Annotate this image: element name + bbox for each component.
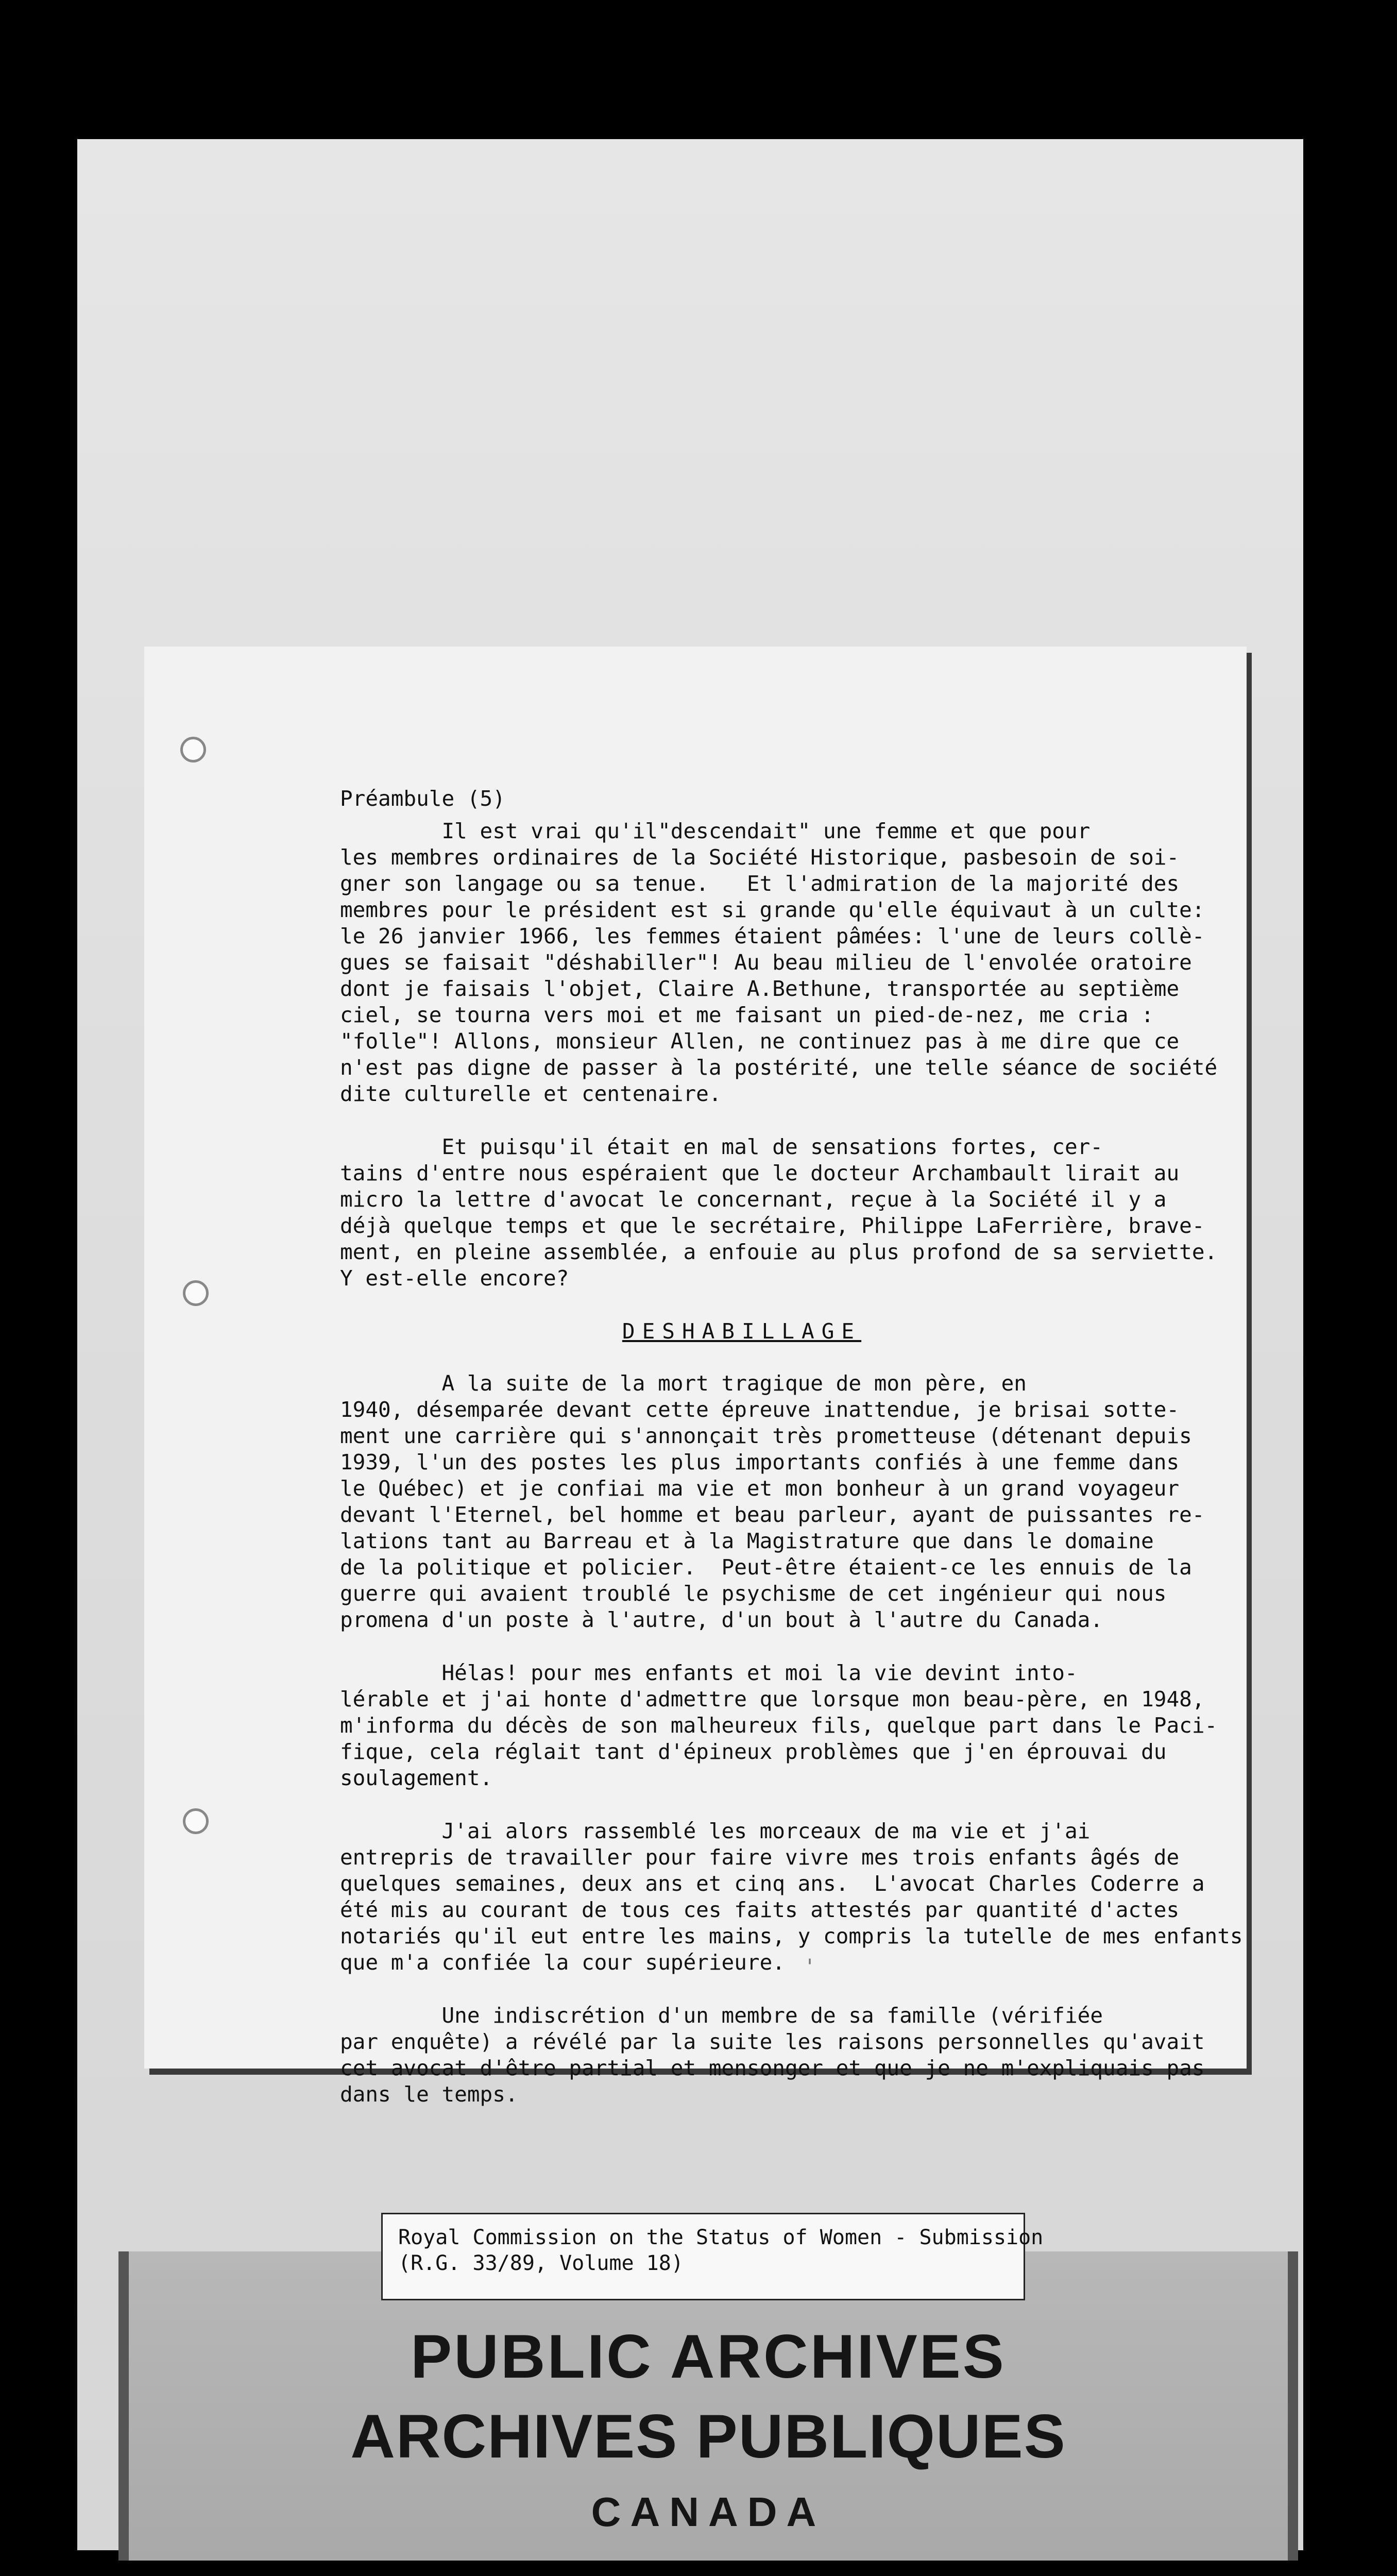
paragraph: A la suite de la mort tragique de mon père, en 1940, désemparée devant cette épreuve inattendue, je brisai sotte- ment une carrière qui s'annonçait très prometteuse (détenant depuis 1939, l'un des postes les plus importants confiés à une femme dans le Québec) et je confiai ma vie et mon bonheur à un grand voyageur devant l'Eternel, bel homme et beau parleur, ayant de puissantes re- lations tant au Barreau et à la Magistrature que dans le domaine de la politique et policier. Peut-être étaient-ce les ennuis de la guerre qui avaient troublé le psychisme de cet ingénieur qui nous promena d'un poste à l'autre, d'un bout à l'autre du Canada.	[340, 1371, 1205, 1632]
stamp-line-english: PUBLIC ARCHIVES	[411, 2322, 1006, 2391]
label-title: Royal Commission on the Status of Women - Submission	[398, 2226, 1044, 2249]
paragraph: Une indiscrétion d'un membre de sa famille (vérifiée par enquête) a révélé par la suite les raisons personnelles qu'avait cet avocat d'être partial et mensonger et que je ne m'expliquais pas dans le temps.	[340, 2003, 1205, 2107]
paragraph: Hélas! pour mes enfants et moi la vie devint into- lérable et j'ai honte d'admettre que lorsque mon beau-père, en 1948, m'informa du décès de son malheureux fils, quelque part dans le Paci- fique, cela réglait tant d'épineux problèmes que j'en éprouvai du soulagement.	[340, 1660, 1218, 1790]
punch-hole-top	[180, 737, 206, 762]
paragraph: Il est vrai qu'il"descendait" une femme et que pour les membres ordinaires de la Société Historique, pasbesoin de soi- gner son langage ou sa tenue. Et l'admiration de la majorité des membres pour le président est si grande qu'elle équivaut à un culte: le 26 janvier 1966, les femmes étaient pâmées: l'une de leurs collè- gues se faisait "déshabiller"! Au beau milieu de l'envolée oratoire dont je faisais l'objet, Claire A.Bethune, transportée au septième ciel, se tourna vers moi et me faisant un pied-de-nez, me cria : "folle"! Allons, monsieur Allen, ne continuez pas à me dire que ce n'est pas digne de passer à la postérité, une telle séance de société dite culturelle et centenaire.	[340, 819, 1218, 1106]
punch-hole-bottom	[183, 1808, 209, 1834]
punch-hole-middle	[183, 1280, 209, 1306]
paragraph: Et puisqu'il était en mal de sensations fortes, cer- tains d'entre nous espéraient que le docteur Archambault lirait au micro la lettre d'avocat le concernant, reçue à la Société il y a déjà quelque temps et que le secrétaire, Philippe LaFerrière, brave- ment, en pleine assemblée, a enfouie au plus profond de sa serviette. Y est-elle encore?	[340, 1134, 1218, 1291]
label-reference: (R.G. 33/89, Volume 18)	[398, 2251, 684, 2275]
stamp-line-country: CANADA	[591, 2489, 826, 2535]
document-heading: Préambule (5)	[340, 786, 505, 811]
stray-mark: '	[804, 1955, 816, 1979]
collection-label	[381, 2213, 1044, 2300]
paragraph: J'ai alors rassemblé les morceaux de ma vie et j'ai entrepris de travailler pour faire vivre mes trois enfants âgés de quelques semaines, deux ans et cinq ans. L'avocat Charles Coderre a été mis au courant de tous ces faits attestés par quantité d'actes notariés qu'il eut entre les mains, y compris la tutelle de mes enfants que m'a confiée la cour supérieure.	[340, 1819, 1243, 1975]
stamp-line-french: ARCHIVES PUBLIQUES	[350, 2402, 1066, 2471]
typed-page	[144, 647, 1247, 2107]
typed-text	[340, 786, 1243, 2134]
section-title: DESHABILLAGE	[622, 1319, 862, 1344]
